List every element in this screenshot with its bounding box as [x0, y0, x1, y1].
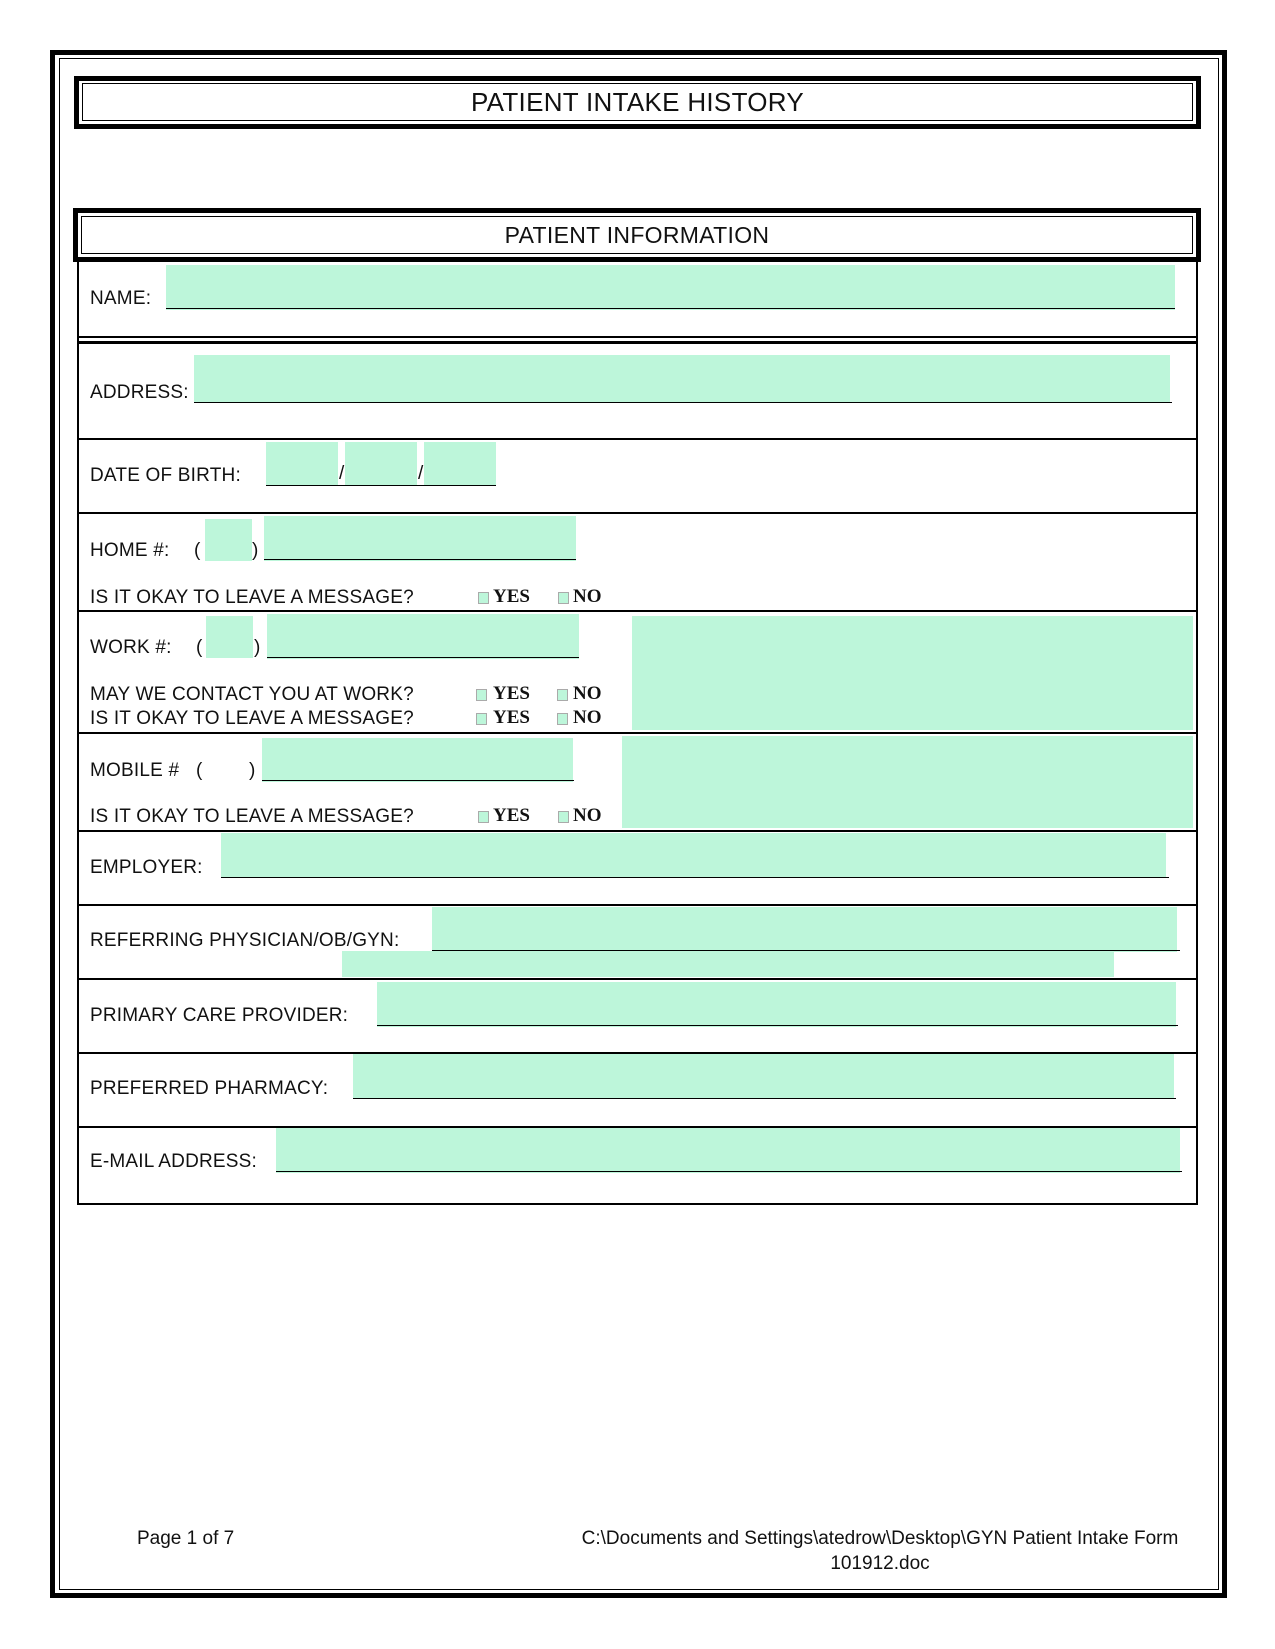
mobile-message-no-checkbox[interactable]: [558, 811, 569, 823]
home-message-question: IS IT OKAY TO LEAVE A MESSAGE?: [90, 587, 414, 608]
row-divider: [78, 610, 1197, 612]
home-close-paren: ): [252, 540, 259, 561]
row-divider: [78, 438, 1197, 440]
preferred-pharmacy-underline: [353, 1098, 1176, 1099]
mobile-message-question: IS IT OKAY TO LEAVE A MESSAGE?: [90, 806, 414, 827]
no-option-label: NO: [573, 683, 602, 704]
employer-label: EMPLOYER:: [90, 857, 203, 878]
row-divider: [78, 336, 1197, 338]
home-phone-input[interactable]: [264, 516, 576, 561]
work-phone-underline: [267, 657, 579, 658]
home-message-yes-checkbox[interactable]: [478, 592, 489, 604]
yes-option-label: YES: [493, 586, 530, 607]
home-area-code-input[interactable]: [205, 519, 252, 561]
row-divider: [78, 512, 1197, 514]
work-close-paren: ): [254, 637, 261, 658]
yes-option-label: YES: [493, 805, 530, 826]
contact-work-yes-checkbox[interactable]: [476, 689, 487, 701]
dob-slash: /: [418, 463, 424, 484]
email-address-underline: [276, 1171, 1182, 1172]
address-underline: [194, 402, 1172, 403]
no-option-label: NO: [573, 805, 602, 826]
primary-care-provider-input[interactable]: [377, 982, 1176, 1027]
contact-work-no-checkbox[interactable]: [557, 689, 568, 701]
file-path: C:\Documents and Settings\atedrow\Desktop\GYN Patient Intake Form: [581, 1528, 1179, 1549]
email-address-input[interactable]: [276, 1128, 1180, 1173]
dob-underline: [266, 485, 496, 486]
primary-care-provider-underline: [377, 1025, 1178, 1026]
mobile-open-paren: (: [196, 760, 203, 781]
work-phone-input[interactable]: [267, 614, 579, 659]
preferred-pharmacy-label: PREFERRED PHARMACY:: [90, 1078, 329, 1099]
referring-physician-underline: [432, 950, 1180, 951]
mobile-message-yes-checkbox[interactable]: [478, 811, 489, 823]
work-phone-label: WORK #:: [90, 637, 172, 658]
referring-physician-label: REFERRING PHYSICIAN/OB/GYN:: [90, 930, 400, 951]
address-input[interactable]: [194, 355, 1170, 403]
row-divider: [78, 341, 1197, 344]
primary-care-provider-label: PRIMARY CARE PROVIDER:: [90, 1005, 349, 1026]
mobile-notes-input[interactable]: [622, 736, 1193, 828]
no-option-label: NO: [573, 707, 602, 728]
name-label: NAME:: [90, 288, 152, 309]
home-phone-label: HOME #:: [90, 540, 170, 561]
name-underline: [166, 308, 1175, 309]
mobile-phone-underline: [262, 780, 574, 781]
row-divider: [78, 732, 1197, 734]
email-address-label: E-MAIL ADDRESS:: [90, 1151, 258, 1172]
address-label: ADDRESS:: [90, 382, 189, 403]
contact-work-question: MAY WE CONTACT YOU AT WORK?: [90, 684, 414, 705]
row-divider: [78, 830, 1197, 832]
page-title: PATIENT INTAKE HISTORY: [82, 83, 1193, 121]
home-message-no-checkbox[interactable]: [558, 592, 569, 604]
dob-day-input[interactable]: [345, 442, 417, 486]
work-message-no-checkbox[interactable]: [557, 713, 568, 725]
row-divider: [78, 978, 1197, 980]
no-option-label: NO: [573, 586, 602, 607]
work-notes-input[interactable]: [632, 616, 1193, 730]
home-open-paren: (: [194, 540, 201, 561]
work-message-yes-checkbox[interactable]: [476, 713, 487, 725]
mobile-phone-input[interactable]: [262, 738, 573, 782]
preferred-pharmacy-input[interactable]: [353, 1054, 1174, 1099]
home-phone-underline: [264, 559, 576, 560]
mobile-phone-label: MOBILE #: [90, 760, 180, 781]
employer-input[interactable]: [221, 833, 1166, 878]
dob-label: DATE OF BIRTH:: [90, 465, 241, 486]
file-path-line2: 101912.doc: [830, 1553, 930, 1574]
row-divider: [78, 904, 1197, 906]
work-area-code-input[interactable]: [206, 616, 253, 658]
name-input[interactable]: [166, 265, 1175, 310]
dob-slash: /: [339, 463, 345, 484]
yes-option-label: YES: [493, 683, 530, 704]
dob-year-input[interactable]: [424, 442, 496, 486]
section-title: PATIENT INFORMATION: [81, 216, 1193, 254]
dob-month-input[interactable]: [266, 442, 338, 486]
table-bottom-border: [78, 1203, 1197, 1205]
mobile-close-paren: ): [249, 760, 256, 781]
employer-underline: [221, 877, 1169, 878]
referring-physician-line2-input[interactable]: [342, 951, 1114, 977]
yes-option-label: YES: [493, 707, 530, 728]
work-message-question: IS IT OKAY TO LEAVE A MESSAGE?: [90, 708, 414, 729]
page-number: Page 1 of 7: [137, 1528, 235, 1549]
work-open-paren: (: [196, 637, 203, 658]
referring-physician-input[interactable]: [432, 907, 1177, 952]
